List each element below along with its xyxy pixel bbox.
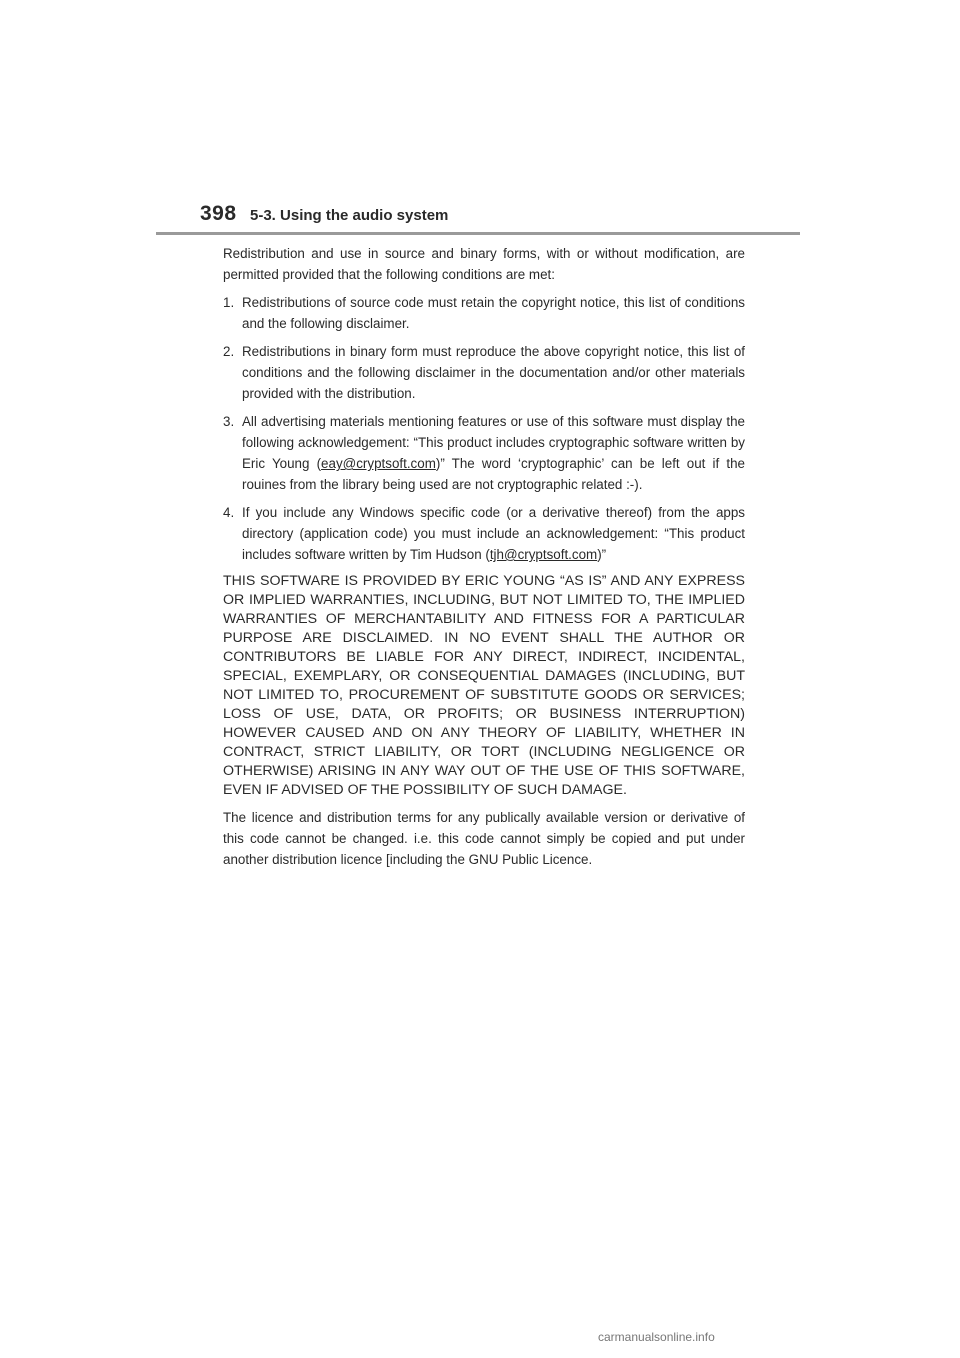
item-text: Redistributions of source code must retain the copyright notice, this list of conditions and the following disclaimer. xyxy=(242,295,745,331)
item-text: Redistributions in binary form must reproduce the above copyright notice, this list of conditions and the following disclaimer in the documentation and/or other materials provided with the distribution. xyxy=(242,344,745,401)
list-item xyxy=(223,341,745,404)
item-number: 3. xyxy=(223,414,235,429)
list-item xyxy=(223,292,745,334)
item-text-after-link: )” The word ‘cryptographic’ can be left out if the rouines from the library being used are not cryptographic related :-). xyxy=(242,456,745,492)
page-number: 398 xyxy=(200,202,237,225)
item-text-before-link: If you include any Windows specific code (or a derivative thereof) from the apps directory (application code) you must include an acknowledgement: “This product includes software written by Tim Hudson ( xyxy=(242,505,745,562)
item-text-after-link: )” xyxy=(597,547,607,562)
item-number: 2. xyxy=(223,344,235,359)
license-text xyxy=(223,243,745,877)
closing-paragraph: The licence and distribution terms for any publically available version or derivative of this code cannot be changed. i.e. this code cannot simply be copied and put under another distribution licence [including the GNU Public Licence. xyxy=(223,810,745,867)
header-divider xyxy=(156,232,800,235)
section-title: 5-3. Using the audio system xyxy=(250,207,449,224)
email-link-eay[interactable]: eay@cryptsoft.com xyxy=(321,456,436,471)
item-number: 4. xyxy=(223,505,235,520)
list-item xyxy=(223,411,745,495)
email-link-tjh[interactable]: tjh@cryptsoft.com xyxy=(489,547,598,562)
site-watermark: carmanualsonline.info xyxy=(598,1330,715,1344)
list-item xyxy=(223,502,745,565)
item-text-before-link: All advertising materials mentioning features or use of this software must display the following acknowledgement: “This product includes cryptographic software written by Eric Young ( xyxy=(242,414,745,471)
warranty-disclaimer: THIS SOFTWARE IS PROVIDED BY ERIC YOUNG “AS IS” AND ANY EXPRESS OR IMPLIED WARRANTIES, INCLUDING, BUT NOT LIMITED TO, THE IMPLIED WARRANTIES OF MERCHANTABILITY AND FITNESS FOR A PARTICULAR PURPOSE ARE DISCLAIMED. IN NO EVENT SHALL THE AUTHOR OR CONTRIBUTORS BE LIABLE FOR ANY DIRECT, INDIRECT, INCIDENTAL, SPECIAL, EXEMPLARY, OR CONSEQUENTIAL DAMAGES (INCLUDING, BUT NOT LIMITED TO, PROCUREMENT OF SUBSTITUTE GOODS OR SERVICES; LOSS OF USE, DATA, OR PROFITS; OR BUSINESS INTERRUPTION) HOWEVER CAUSED AND ON ANY THEORY OF LIABILITY, WHETHER IN CONTRACT, STRICT LIABILITY, OR TORT (INCLUDING NEGLIGENCE OR OTHERWISE) ARISING IN ANY WAY OUT OF THE USE OF THIS SOFTWARE, EVEN IF ADVISED OF THE POSSIBILITY OF SUCH DAMAGE. xyxy=(223,573,745,798)
intro-paragraph: Redistribution and use in source and binary forms, with or without modification, are permitted provided that the following conditions are met: xyxy=(223,246,745,282)
item-number: 1. xyxy=(223,295,235,310)
conditions-list xyxy=(223,292,745,565)
